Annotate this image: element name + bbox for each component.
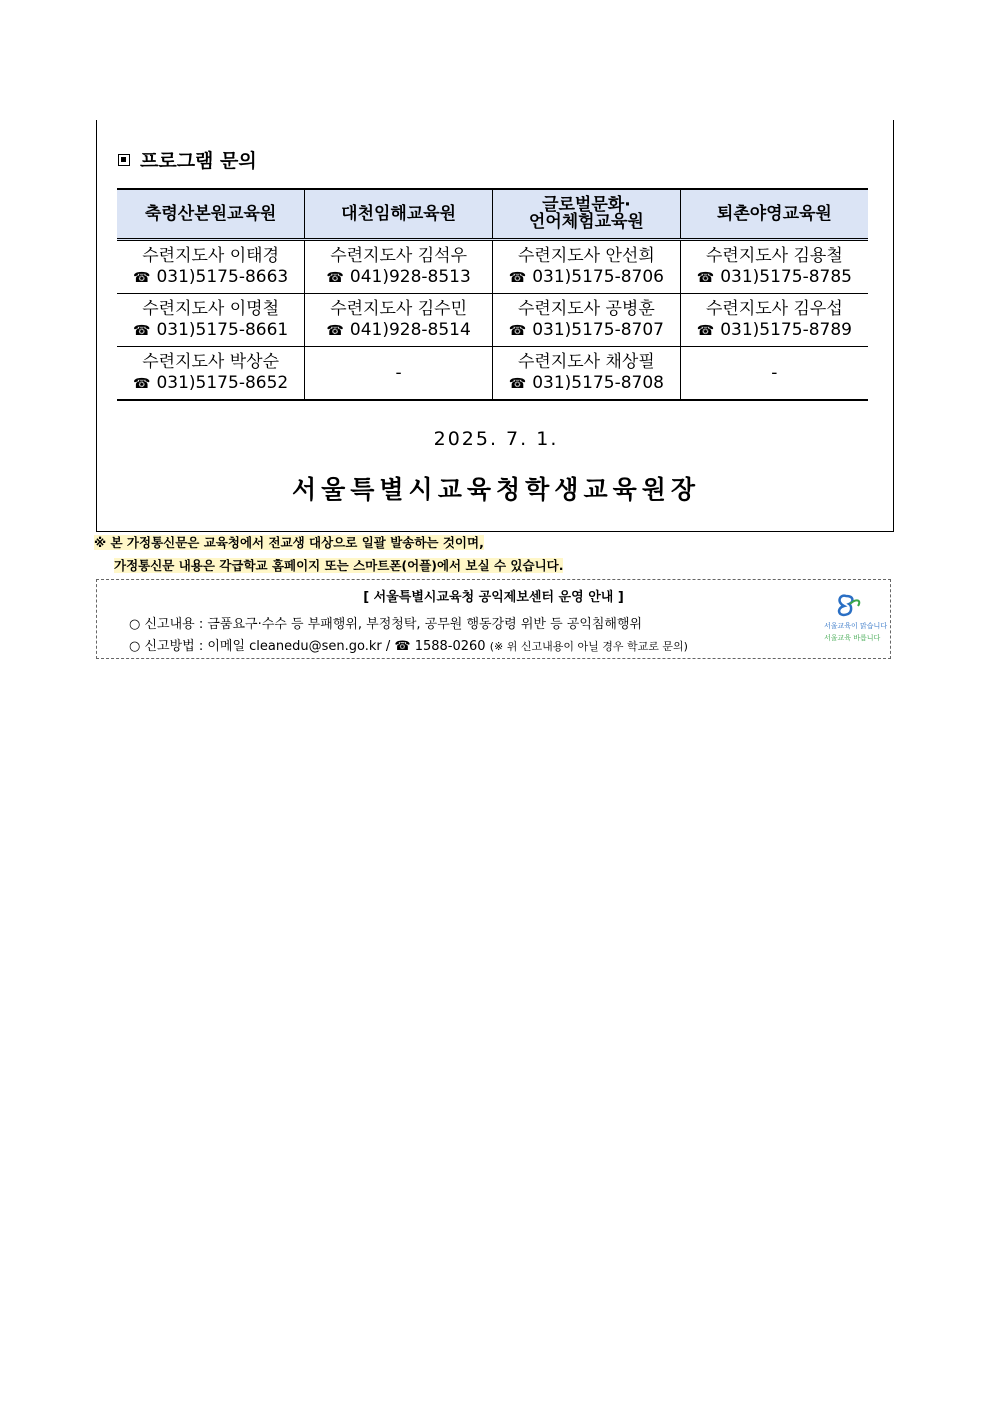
- contact-phone-line: [681, 267, 868, 289]
- contact-phone: 031)5175-8661: [156, 319, 289, 340]
- contact-name: 수련지도사 안선희: [517, 245, 655, 266]
- table-cell: [305, 294, 493, 347]
- table-row: [117, 294, 868, 347]
- section-heading: [118, 146, 257, 173]
- contact-phone-line: [117, 320, 304, 342]
- section-title: 프로그램 문의: [140, 150, 257, 172]
- contact-phone-line: [493, 320, 680, 342]
- info-line-1: ○ 신고내용 : 금품요구·수수 등 부패행위, 부정청탁, 공무원 행동강령 위반 등 공익침해행위: [129, 617, 643, 632]
- butterfly-logo-icon: [822, 590, 888, 646]
- telephone-icon: ☎: [508, 269, 527, 286]
- contact-phone: 041)928-8513: [349, 266, 471, 287]
- telephone-icon: ☎: [133, 322, 151, 339]
- notice-block: [94, 531, 563, 577]
- contact-name: 수련지도사 김석우: [330, 245, 468, 266]
- info-method: ○ 신고방법 : 이메일 cleanedu@sen.go.kr / ☎ 1588-0260: [129, 639, 486, 654]
- header-cell: [493, 189, 681, 240]
- contact-name: 수련지도사 김수민: [330, 298, 468, 319]
- contact-phone-line: [305, 267, 492, 289]
- info-note: (※ 위 신고내용이 아닐 경우 학교로 문의): [489, 640, 688, 653]
- empty-dash: -: [771, 362, 778, 383]
- contact-phone: 031)5175-8652: [156, 372, 289, 393]
- logo-text-2: 서울교육 바릅니다: [824, 634, 881, 642]
- issuer-signature: 서울특별시교육청학생교육원장: [291, 475, 701, 504]
- telephone-icon: ☎: [326, 269, 344, 286]
- square-bullet-icon: [118, 154, 130, 166]
- telephone-icon: ☎: [133, 269, 151, 286]
- table-row: [117, 240, 868, 294]
- logo-text-1: 서울교육이 맑습니다: [824, 622, 888, 630]
- table-cell: [680, 294, 868, 347]
- telephone-icon: ☎: [326, 322, 344, 339]
- table-cell: [493, 294, 681, 347]
- table-cell: [305, 240, 493, 294]
- contact-phone: 031)5175-8789: [720, 319, 852, 340]
- info-line-2: [129, 635, 688, 654]
- notice-text: ※ 본 가정통신문은 교육청에서 전교생 대상으로 일괄 발송하는 것이며,: [94, 535, 484, 550]
- empty-dash: -: [395, 362, 402, 383]
- table-cell: [493, 240, 681, 294]
- telephone-icon: ☎: [696, 269, 715, 286]
- header-cell: 대천임해교육원: [305, 189, 493, 240]
- contact-phone-line: [117, 267, 304, 289]
- contact-phone-line: [305, 320, 492, 342]
- contact-phone: 031)5175-8708: [532, 372, 664, 393]
- telephone-icon: ☎: [508, 375, 527, 392]
- contact-phone: 031)5175-8663: [156, 266, 289, 287]
- contact-phone-line: [681, 320, 868, 342]
- contact-table: [117, 188, 868, 401]
- contact-name: 수련지도사 공병훈: [517, 298, 655, 319]
- contact-name: 수련지도사 이태경: [142, 245, 280, 266]
- contact-name: 수련지도사 김용철: [705, 245, 843, 266]
- contact-name: 수련지도사 박상순: [142, 351, 280, 372]
- contact-phone-line: [493, 267, 680, 289]
- contact-phone-line: [117, 373, 304, 395]
- header-cell: 퇴촌야영교육원: [680, 189, 868, 240]
- table-cell: [117, 240, 305, 294]
- contact-phone-line: [493, 373, 680, 395]
- table-header-row: [117, 189, 868, 240]
- table-cell: [117, 294, 305, 347]
- table-cell: [493, 347, 681, 401]
- contact-phone: 041)928-8514: [349, 319, 471, 340]
- header-cell: 축령산본원교육원: [117, 189, 305, 240]
- table-cell: [680, 347, 868, 401]
- info-title: [ 서울특별시교육청 공익제보센터 운영 안내 ]: [363, 590, 624, 605]
- telephone-icon: ☎: [508, 322, 527, 339]
- whistleblower-info-box: [96, 579, 891, 659]
- table-cell: [305, 347, 493, 401]
- table-row: [117, 347, 868, 401]
- header-cell-text: 글로벌문화· 언어체험교육원: [528, 195, 644, 232]
- notice-line-2: [94, 554, 563, 577]
- contact-phone: 031)5175-8706: [532, 266, 664, 287]
- contact-name: 수련지도사 이명철: [142, 298, 280, 319]
- contact-phone: 031)5175-8785: [720, 266, 852, 287]
- table-cell: [117, 347, 305, 401]
- notice-line-1: [94, 531, 563, 554]
- telephone-icon: ☎: [133, 375, 151, 392]
- contact-phone: 031)5175-8707: [532, 319, 664, 340]
- contact-name: 수련지도사 김우섭: [705, 298, 843, 319]
- issue-date: 2025. 7. 1.: [433, 428, 559, 450]
- table-cell: [680, 240, 868, 294]
- contact-name: 수련지도사 채상필: [517, 351, 655, 372]
- telephone-icon: ☎: [696, 322, 715, 339]
- notice-text: 가정통신문 내용은 각급학교 홈페이지 또는 스마트폰(어플)에서 보실 수 있습니다.: [114, 558, 564, 573]
